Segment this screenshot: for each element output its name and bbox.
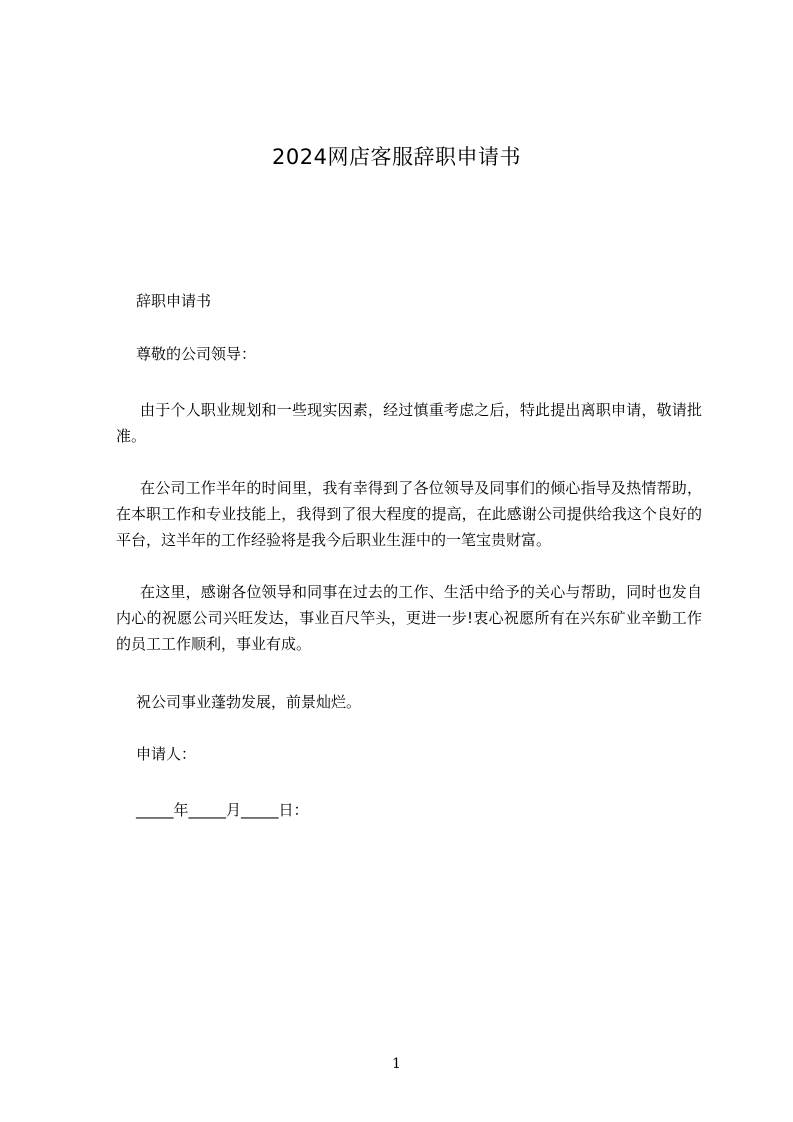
closing-line: 祝公司事业蓬勃发展，前景灿烂。 [136,693,362,711]
date-line: _____年_____月_____日： [136,801,309,819]
letter-heading: 辞职申请书 [136,292,212,310]
applicant-label: 申请人： [136,745,197,763]
paragraph-wishes: 在这里，感谢各位领导和同事在过去的工作、生活中给予的关心与帮助，同时也发自内心的祝愿公司兴旺发达，事业百尺竿头，更进一步!衷心祝愿所有在兴东矿业辛勤工作的员工工作顺利，事业有成。 [116,583,702,653]
salutation: 尊敬的公司领导： [136,345,257,363]
paragraph-reason: 由于个人职业规划和一些现实因素，经过慎重考虑之后，特此提出离职申请，敬请批准。 [116,401,702,445]
page-number: 1 [392,1056,401,1072]
paragraph-gratitude: 在公司工作半年的时间里，我有幸得到了各位领导及同事们的倾心指导及热情帮助，在本职工作和专业技能上，我得到了很大程度的提高，在此感谢公司提供给我这个良好的平台，这半年的工作经验将是我今后职业生涯中的一笔宝贵财富。 [116,479,702,549]
document-title: 2024网店客服辞职申请书 [272,145,521,169]
